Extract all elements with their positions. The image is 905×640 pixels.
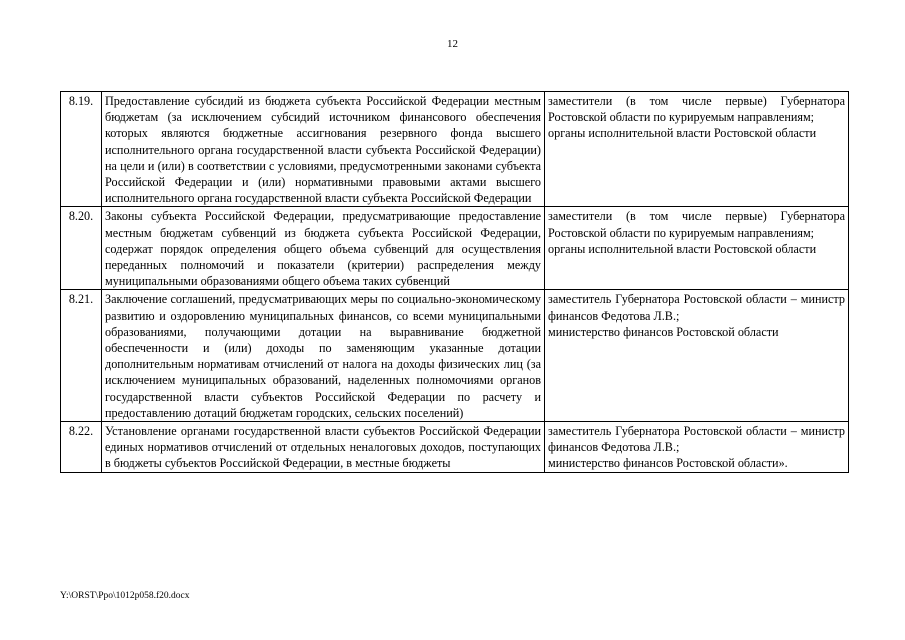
row-description: Заключение соглашений, предусматривающих меры по социально-экономическому развитию и оздоровлению муниципальных финансов, со всеми муниципальными образованиями, получающими дотации на выравнивание бюджетной обеспеченности и (или) доходы по заменяющим указанные дотации дополнительным нормативам отчислений от налога на доходы физических лиц (за исключением муниципальных образований, наделенных полномочиями органов государственной власти субъектов Российской Федерации по расчету и предоставлению дотаций бюджетам городских, сельских поселений) <box>105 292 541 420</box>
row-responsible: заместитель Губернатора Ростовской области – министр финансов Федотова Л.В.; министерство финансов Ростовской области». <box>548 424 845 471</box>
table-row <box>61 422 849 473</box>
row-number: 8.21. <box>61 290 102 422</box>
row-number: 8.22. <box>61 422 102 473</box>
row-description: Предоставление субсидий из бюджета субъекта Российской Федерации местным бюджетам (за исключением субсидий источником финансового обеспечения которых являются бюджетные ассигнования резервного фонда высшего исполнительного органа государственной власти субъекта Российской Федерации) на цели и (или) в соответствии с условиями, предусмотренными законами субъекта Российской Федерации и (или) нормативными правовыми актами высшего исполнительного органа государственной власти субъекта Российской Федерации <box>105 94 541 206</box>
page-number: 12 <box>447 38 458 50</box>
row-number: 8.19. <box>61 92 102 207</box>
row-description: Установление органами государственной власти субъектов Российской Федерации единых нормативов отчислений от отдельных неналоговых доходов, поступающих в бюджеты субъектов Российской Федерации, в местные бюджеты <box>105 424 541 471</box>
row-number: 8.20. <box>61 207 102 290</box>
table-row <box>61 92 849 207</box>
row-responsible: заместители (в том числе первые) Губернатора Ростовской области по курируемым направлениям; органы исполнительной власти Ростовской области <box>548 209 845 256</box>
footer-file-path: Y:\ORST\Ppo\1012p058.f20.docx <box>60 591 190 601</box>
row-description: Законы субъекта Российской Федерации, предусматривающие предоставление местным бюджетам субвенций из бюджета субъекта Российской Федерации, содержат порядок определения общего объема субвенций для осуществления переданных полномочий и показатели (критерии) распределения между муниципальными образованиями общего объема таких субвенций <box>105 209 541 289</box>
row-responsible: заместители (в том числе первые) Губернатора Ростовской области по курируемым направлениям; органы исполнительной власти Ростовской области <box>548 94 845 141</box>
row-responsible: заместитель Губернатора Ростовской области – министр финансов Федотова Л.В.; министерство финансов Ростовской области <box>548 292 845 339</box>
table-row <box>61 207 849 290</box>
table-row <box>61 290 849 422</box>
regulation-table <box>60 91 849 473</box>
